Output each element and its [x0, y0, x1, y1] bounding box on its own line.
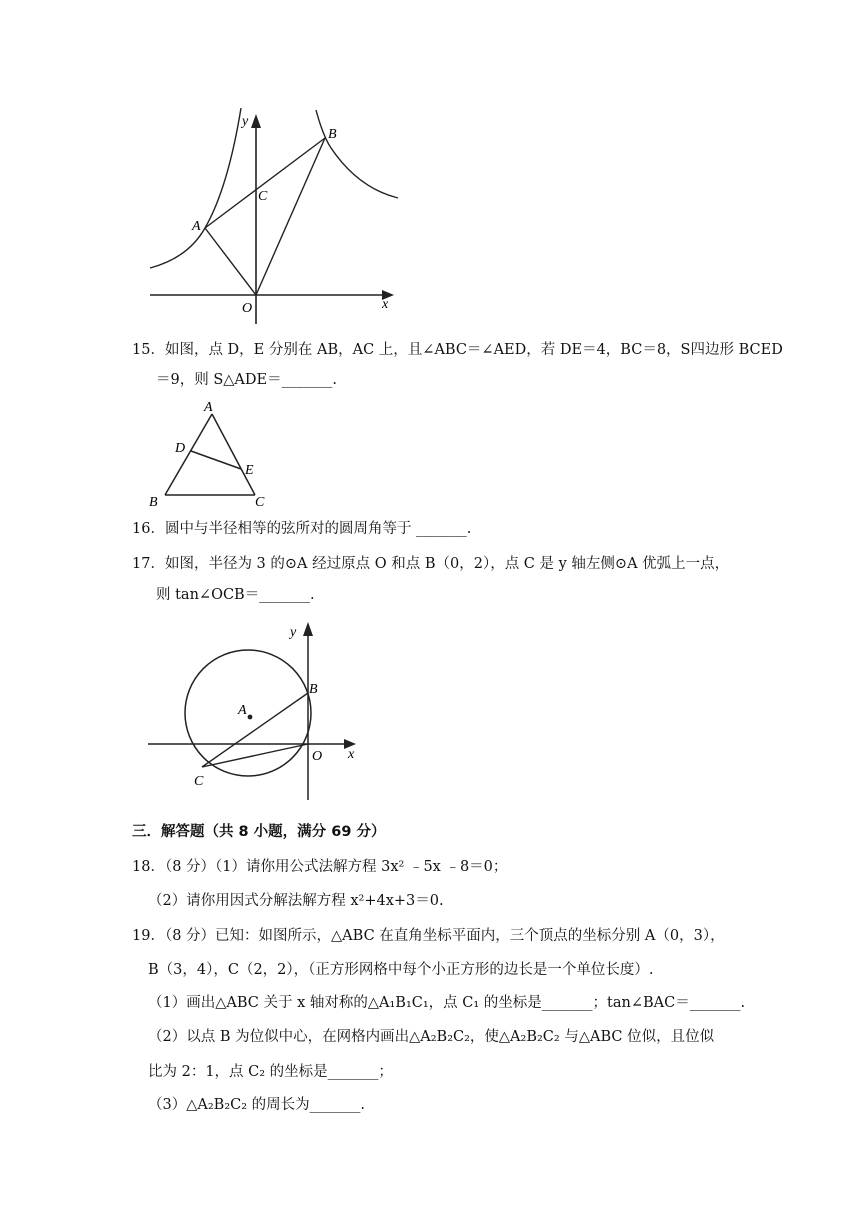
fig14-label-o: O: [242, 301, 253, 316]
q19-line5: 比为 2：1，点 C₂ 的坐标是_______；: [148, 1064, 393, 1080]
q15-line1: 15．如图，点 D，E 分别在 AB，AC 上，且∠ABC＝∠AED，若 DE＝4，BC＝8，S四边形 BCED: [132, 342, 783, 358]
q19-line3: （1）画出△ABC 关于 x 轴对称的△A₁B₁C₁，点 C₁ 的坐标是_______；tan∠BAC＝_______.: [148, 995, 746, 1011]
q19-line1: 19．（8 分）已知：如图所示，△ABC 在直角坐标平面内，三个顶点的坐标分别 A（0，3），: [132, 928, 725, 944]
fig17-label-x: x: [348, 747, 355, 762]
q19-line2: B（3，4），C（2，2），（正方形网格中每个小正方形的边长是一个单位长度）.: [148, 962, 654, 978]
fig14-label-x: x: [382, 297, 389, 312]
fig17-label-a: A: [238, 703, 247, 718]
q17-line2: 则 tan∠OCB＝_______.: [156, 587, 315, 603]
fig14-label-y: y: [242, 114, 249, 129]
fig17-label-y: y: [290, 625, 297, 640]
fig14-label-b: B: [328, 127, 337, 142]
figure-q17-circle: [146, 618, 364, 804]
figure-q14-hyperbola: [148, 108, 400, 330]
fig15-label-b: B: [149, 495, 158, 510]
fig17-label-b: B: [309, 682, 318, 697]
q16-line1: 16．圆中与半径相等的弦所对的圆周角等于 _______.: [132, 521, 472, 537]
section-3-title: 三．解答题（共 8 小题，满分 69 分）: [132, 824, 386, 840]
fig15-label-a: A: [204, 400, 213, 415]
fig15-label-d: D: [175, 441, 186, 456]
fig15-label-e: E: [245, 463, 254, 478]
q15-line2: ＝9，则 S△ADE＝_______.: [156, 372, 337, 388]
q17-line1: 17．如图，半径为 3 的⊙A 经过原点 O 和点 B（0，2），点 C 是 y 轴左侧⊙A 优弧上一点，: [132, 556, 730, 572]
q19-line6: （3）△A₂B₂C₂ 的周长为_______.: [148, 1097, 366, 1113]
q18-line1: 18．（8 分）（1）请你用公式法解方程 3x² ﹣5x ﹣8＝0；: [132, 859, 508, 875]
fig14-label-c: C: [258, 189, 268, 204]
q18-line2: （2）请你用因式分解法解方程 x²+4x+3＝0.: [148, 893, 444, 909]
q19-line4: （2）以点 B 为位似中心，在网格内画出△A₂B₂C₂，使△A₂B₂C₂ 与△ABC 位似，且位似: [148, 1029, 715, 1045]
figure-q15-triangle: [145, 398, 275, 510]
fig15-label-c: C: [255, 495, 265, 510]
fig17-label-o: O: [312, 749, 323, 764]
fig17-label-c: C: [194, 774, 204, 789]
fig14-label-a: A: [192, 219, 201, 234]
